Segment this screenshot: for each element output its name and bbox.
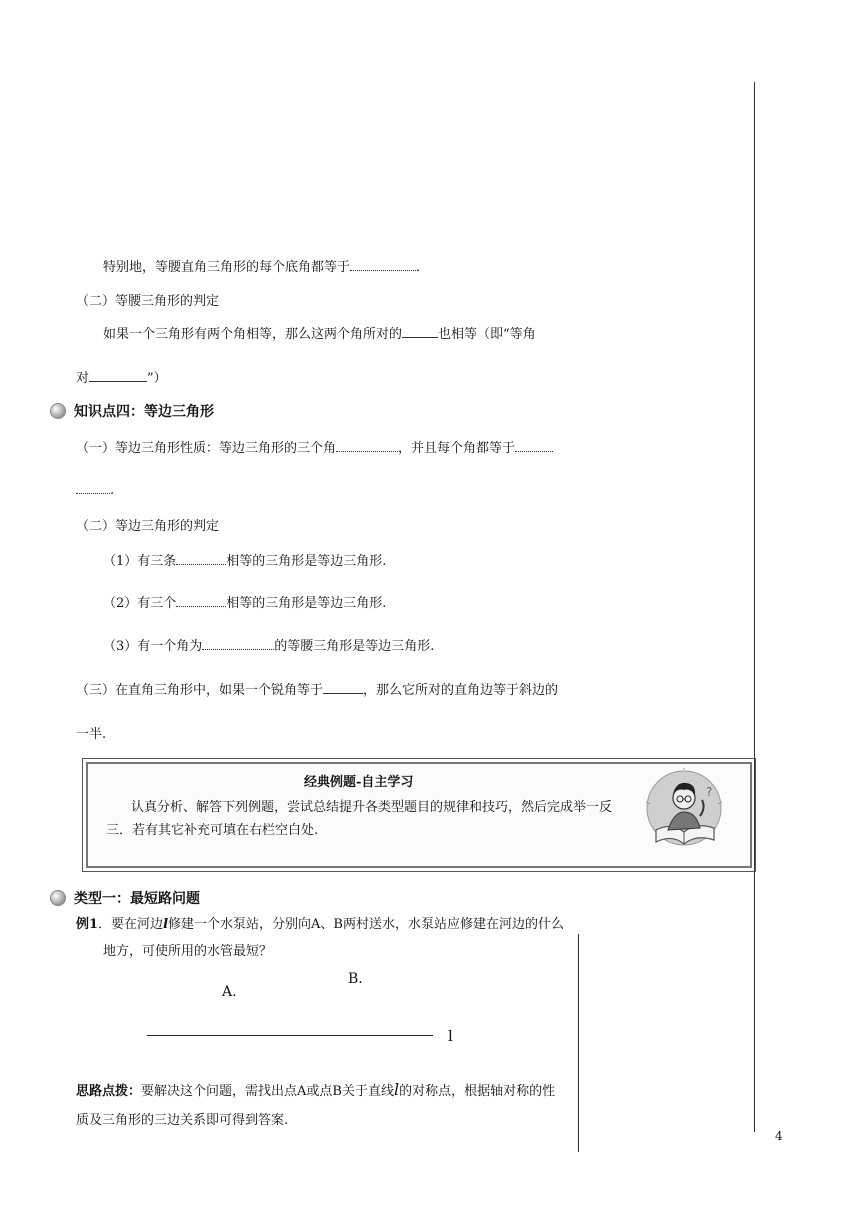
inner-column-rule xyxy=(578,934,579,1152)
answer-blank[interactable] xyxy=(202,637,274,650)
classic-examples-line1: 认真分析、解答下列例题，尝试总结提升各类型题目的规律和技巧，然后完成举一反 xyxy=(131,800,613,815)
equilateral-property-line: （一）等边三角形性质：等边三角形的三个角 ，并且每个角都等于 xyxy=(76,437,553,456)
section-bullet-icon xyxy=(50,403,66,419)
right-triangle-property-line: （三）在直角三角形中，如果一个锐角等于 ，那么它所对的直角边等于斜边的 xyxy=(76,683,559,698)
equilateral-condition-2: （2）有三个 相等的三角形是等边三角形. xyxy=(103,596,387,611)
equilateral-judgement-heading: （二）等边三角形的判定 xyxy=(76,519,220,534)
answer-blank[interactable] xyxy=(89,369,147,382)
answer-blank[interactable] xyxy=(323,681,363,694)
hint-line2: 质及三角形的三边关系即可得到答案. xyxy=(76,1113,289,1128)
right-margin-rule xyxy=(754,82,755,1132)
page-number: 4 xyxy=(775,1129,783,1143)
point-a-label: A. xyxy=(222,984,237,1000)
example1-line2: 地方，可使所用的水管最短？ xyxy=(103,944,273,959)
answer-blank[interactable] xyxy=(402,325,438,338)
example1-line1: 例1．要在河边l修建一个水泵站，分别向A、B两村送水，水泵站应修建在河边的什么 xyxy=(76,917,564,932)
type1-title: 类型一：最短路问题 xyxy=(74,891,200,907)
answer-blank[interactable] xyxy=(176,552,226,565)
isosceles-judgement-line1: 如果一个三角形有两个角相等，那么这两个角所对的 也相等（即“等角 xyxy=(103,327,536,342)
equilateral-condition-1: （1）有三条 相等的三角形是等边三角形. xyxy=(103,554,387,569)
equilateral-condition-3: （3）有一个角为 的等腰三角形是等边三角形. xyxy=(103,639,435,654)
answer-blank[interactable] xyxy=(336,439,398,452)
equilateral-property-line2: . xyxy=(76,481,114,498)
classic-examples-title: 经典例题-自主学习 xyxy=(304,775,414,790)
answer-blank[interactable] xyxy=(350,258,416,271)
special-isosceles-line: 特别地，等腰直角三角形的每个底角都等于 ． xyxy=(103,260,430,275)
river-line-label: l xyxy=(448,1027,453,1045)
point-b-label: B. xyxy=(348,971,363,987)
student-reading-illustration-icon xyxy=(644,768,724,854)
answer-blank[interactable] xyxy=(176,594,226,607)
classic-examples-line2: 三．若有其它补充可填在右栏空白处. xyxy=(106,823,319,838)
right-triangle-property-line2: 一半. xyxy=(76,727,107,742)
river-line xyxy=(147,1035,433,1036)
isosceles-judgement-line2: 对 ”） xyxy=(76,371,167,386)
answer-blank[interactable] xyxy=(76,481,110,494)
section4-title: 知识点四：等边三角形 xyxy=(74,404,214,420)
section-bullet-icon xyxy=(50,890,66,906)
svg-text:?: ? xyxy=(706,785,713,799)
hint-line1: 思路点拨：要解决这个问题，需找出点A或点B关于直线l的对称点，根据轴对称的性 xyxy=(76,1080,556,1099)
isosceles-judgement-heading: （二）等腰三角形的判定 xyxy=(76,294,220,309)
answer-blank[interactable] xyxy=(515,439,553,452)
